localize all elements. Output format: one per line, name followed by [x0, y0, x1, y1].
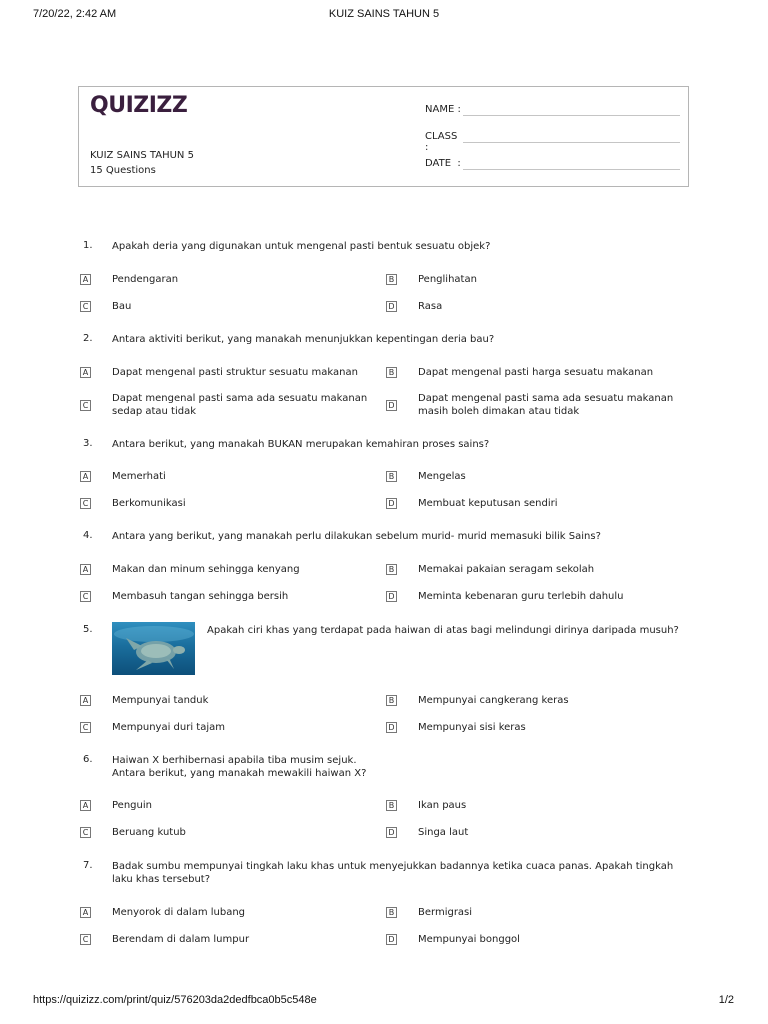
question-5-number: 5. [83, 624, 93, 635]
option-box-d[interactable]: D [386, 400, 397, 411]
quiz-header-box [78, 86, 689, 187]
option-text-c: Membasuh tangan sehingga bersih [112, 591, 289, 602]
print-footer [0, 994, 768, 1010]
class-field[interactable] [425, 131, 463, 153]
print-title: KUIZ SAINS TAHUN 5 [328, 8, 440, 20]
quiz-title: KUIZ SAINS TAHUN 5 [90, 150, 194, 161]
option-text-c: Bau [112, 301, 132, 312]
question-7-number: 7. [83, 860, 93, 871]
option-text-b: Mengelas [418, 471, 466, 482]
question-5-text: Apakah ciri khas yang terdapat pada haiwan di atas bagi melindungi dirinya daripada musuh? [207, 625, 679, 636]
option-text-a: Penguin [112, 800, 152, 811]
option-box-b[interactable]: B [386, 564, 397, 575]
option-text-b: Memakai pakaian seragam sekolah [418, 564, 595, 575]
print-url[interactable]: https://quizizz.com/print/quiz/576203da2dedfbca0b5c548e [33, 994, 317, 1006]
option-box-b[interactable]: B [386, 907, 397, 918]
option-box-d[interactable]: D [386, 722, 397, 733]
question-count: 15 Questions [90, 165, 156, 176]
option-text-d: Rasa [418, 301, 443, 312]
question-2-number: 2. [83, 333, 93, 344]
option-box-c[interactable]: C [80, 498, 91, 509]
option-text-d: Mempunyai sisi keras [418, 722, 526, 733]
option-text-b: Bermigrasi [418, 907, 473, 918]
class-label: CLASS : [425, 131, 458, 153]
question-3-number: 3. [83, 438, 93, 449]
turtle-icon [112, 622, 195, 675]
option-text-b: Mempunyai cangkerang keras [418, 695, 569, 706]
option-text-a: Makan dan minum sehingga kenyang [112, 564, 300, 575]
question-6-number: 6. [83, 754, 93, 765]
option-box-b[interactable]: B [386, 274, 397, 285]
option-text-d: Mempunyai bonggol [418, 934, 520, 945]
name-label: NAME : [425, 104, 461, 115]
question-2-text: Antara aktiviti berikut, yang manakah menunjukkan kepentingan deria bau? [112, 334, 495, 345]
option-text-d: Dapat mengenal pasti sama ada sesuatu makanan masih boleh dimakan atau tidak [418, 393, 674, 417]
date-line [463, 169, 680, 170]
option-text-d: Meminta kebenaran guru terlebih dahulu [418, 591, 624, 602]
question-1-text: Apakah deria yang digunakan untuk mengenal pasti bentuk sesuatu objek? [112, 241, 491, 252]
option-text-a: Dapat mengenal pasti struktur sesuatu makanan [112, 367, 358, 378]
page-number: 1/2 [718, 994, 734, 1006]
option-box-a[interactable]: A [80, 274, 91, 285]
option-box-b[interactable]: B [386, 471, 397, 482]
option-box-d[interactable]: D [386, 498, 397, 509]
option-text-c: Dapat mengenal pasti sama ada sesuatu makanan sedap atau tidak [112, 393, 368, 417]
option-box-c[interactable]: C [80, 934, 91, 945]
option-box-d[interactable]: D [386, 301, 397, 312]
option-box-c[interactable]: C [80, 400, 91, 411]
option-text-c: Berkomunikasi [112, 498, 186, 509]
question-4-number: 4. [83, 530, 93, 541]
option-box-c[interactable]: C [80, 591, 91, 602]
option-box-d[interactable]: D [386, 934, 397, 945]
question-7-text: Badak sumbu mempunyai tingkah laku khas untuk menyejukkan badannya ketika cuaca panas. Apakah tingkah laku khas tersebut? [112, 861, 674, 885]
option-box-a[interactable]: A [80, 695, 91, 706]
quizizz-logo: QUIZIZZ [90, 93, 188, 118]
date-label: DATE : [425, 158, 461, 169]
question-6-text-line1: Haiwan X berhibernasi apabila tiba musim sejuk. [112, 755, 357, 766]
option-box-b[interactable]: B [386, 367, 397, 378]
option-text-a: Memerhati [112, 471, 166, 482]
option-box-a[interactable]: A [80, 907, 91, 918]
name-field[interactable] [425, 104, 463, 115]
sea-turtle-image [112, 622, 195, 675]
option-text-c: Beruang kutub [112, 827, 186, 838]
option-text-a: Menyorok di dalam lubang [112, 907, 246, 918]
option-box-d[interactable]: D [386, 827, 397, 838]
option-box-a[interactable]: A [80, 367, 91, 378]
option-box-c[interactable]: C [80, 301, 91, 312]
question-4-text: Antara yang berikut, yang manakah perlu dilakukan sebelum murid- murid memasuki bilik Sains? [112, 531, 601, 542]
option-text-d: Membuat keputusan sendiri [418, 498, 558, 509]
option-box-b[interactable]: B [386, 695, 397, 706]
question-3-text: Antara berikut, yang manakah BUKAN merupakan kemahiran proses sains? [112, 439, 490, 450]
option-text-a: Pendengaran [112, 274, 179, 285]
option-box-a[interactable]: A [80, 800, 91, 811]
option-text-b: Penglihatan [418, 274, 477, 285]
question-1-number: 1. [83, 240, 93, 251]
option-box-a[interactable]: A [80, 564, 91, 575]
option-text-c: Berendam di dalam lumpur [112, 934, 250, 945]
option-box-b[interactable]: B [386, 800, 397, 811]
date-field[interactable] [425, 158, 463, 169]
option-box-c[interactable]: C [80, 722, 91, 733]
print-datetime: 7/20/22, 2:42 AM [33, 8, 117, 20]
print-header [0, 8, 768, 24]
option-text-d: Singa laut [418, 827, 469, 838]
option-box-c[interactable]: C [80, 827, 91, 838]
option-text-b: Ikan paus [418, 800, 467, 811]
question-6-text-line2: Antara berikut, yang manakah mewakili haiwan X? [112, 768, 367, 779]
option-text-b: Dapat mengenal pasti harga sesuatu makanan [418, 367, 654, 378]
option-text-a: Mempunyai tanduk [112, 695, 209, 706]
class-line [463, 142, 680, 143]
name-line [463, 115, 680, 116]
option-box-d[interactable]: D [386, 591, 397, 602]
option-text-c: Mempunyai duri tajam [112, 722, 225, 733]
option-box-a[interactable]: A [80, 471, 91, 482]
